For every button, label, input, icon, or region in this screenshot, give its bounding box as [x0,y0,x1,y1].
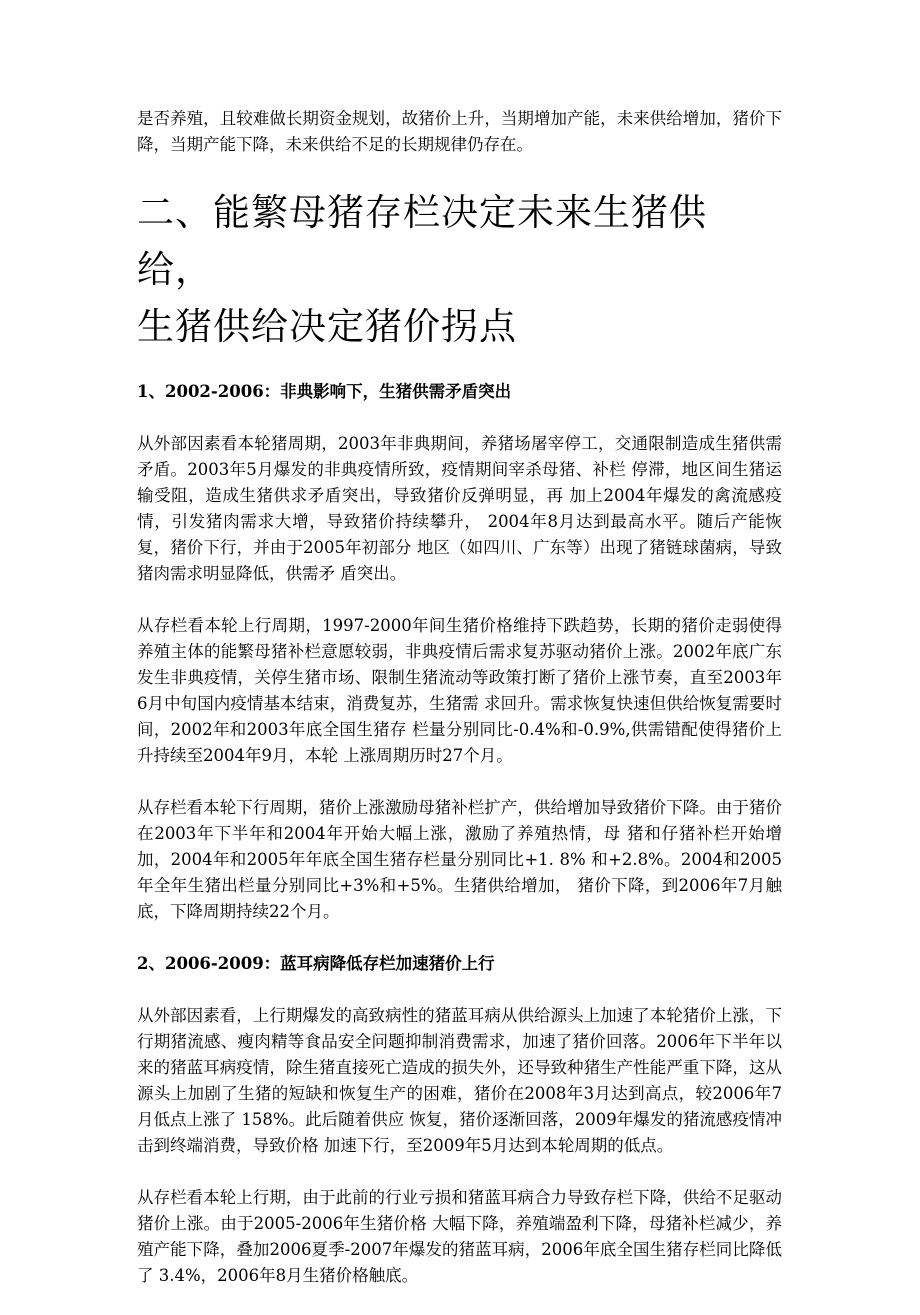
section-heading-line-1: 二、能繁母猪存栏决定未来生猪供给， [137,191,707,291]
section-heading [137,184,782,355]
paragraph: 从存栏看本轮下行周期，猪价上涨激励母猪补栏扩产，供给增加导致猪价下降。由于猪价在2003年下半年和2004年开始大幅上涨，激励了养殖热情，母 猪和仔猪补栏开始增加，2004年和2005年年底全国生猪存栏量分别同比+1. 8% 和+2.8%。2004和2005年全年生猪出栏量分别同比+3%和+5%。生猪供给增加， 猪价下降，到2006年7月触底，下降周期持续22个月。 [137,798,782,921]
document-page [137,106,782,1315]
paragraph: 从存栏看本轮上行周期，1997-2000年间生猪价格维持下跌趋势，长期的猪价走弱使得养殖主体的能繁母猪补栏意愿较弱，非典疫情后需求复苏驱动猪价上涨。2002年底广东发生非典疫情，关停生猪市场、限制生猪流动等政策打断了猪价上涨节奏，直至2003年6月中旬国内疫情基本结束，消费复苏，生猪需 求回升。需求恢复快速但供给恢复需要时间，2002年和2003年底全国生猪存 栏量分别同比-0.4%和-0.9%,供需错配使得猪价上升持续至2004年9月，本轮 上涨周期历时27个月。 [137,616,782,765]
paragraph: 从外部因素看本轮猪周期，2003年非典期间，养猪场屠宰停工，交通限制造成生猪供需矛盾。2003年5月爆发的非典疫情所致，疫情期间宰杀母猪、补栏 停滞，地区间生猪运输受阻，造成生猪供求矛盾突出，导致猪价反弹明显，再 加上2004年爆发的禽流感疫情，引发猪肉需求大增，导致猪价持续攀升， 2004年8月达到最高水平。随后产能恢复，猪价下行，并由于2005年初部分 地区（如四川、广东等）出现了猪链球菌病，导致猪肉需求明显降低，供需矛 盾突出。 [137,434,782,583]
section-heading-line-2: 生猪供给决定猪价拐点 [137,305,517,348]
subsection-title: 1、2002-2006：非典影响下，生猪供需矛盾突出 [137,382,512,401]
subsection-2002-2006 [137,379,782,925]
paragraph: 从存栏看本轮上行期，由于此前的行业亏损和猪蓝耳病合力导致存栏下降，供给不足驱动猪价上涨。由于2005-2006年生猪价格 大幅下降，养殖端盈利下降，母猪补栏减少，养殖产能下降，叠加2006夏季-2007年爆发的猪蓝耳病，2006年底全国生猪存栏同比降低了 3.4%，2006年8月生猪价格触底。 [137,1188,782,1285]
intro-paragraph: 是否养殖，且较难做长期资金规划，故猪价上升，当期增加产能，未来供给增加，猪价下降，当期产能下降，未来供给不足的长期规律仍存在。 [137,109,782,154]
subsection-title: 2、2006-2009：蓝耳病降低存栏加速猪价上行 [137,954,495,973]
subsection-2006-2009 [137,951,782,1289]
paragraph: 从外部因素看，上行期爆发的高致病性的猪蓝耳病从供给源头上加速了本轮猪价上涨，下行期猪流感、瘦肉精等食品安全问题抑制消费需求，加速了猪价回落。2006年下半年以来的猪蓝耳病疫情，除生猪直接死亡造成的损失外，还导致种猪生产性能严重下降，这从源头上加剧了生猪的短缺和恢复生产的困难，猪价在2008年3月达到高点，较2006年7月低点上涨了 158%。此后随着供应 恢复，猪价逐渐回落，2009年爆发的猪流感疫情冲击到终端消费，导致价格 加速下行，至2009年5月达到本轮周期的低点。 [137,1006,782,1155]
